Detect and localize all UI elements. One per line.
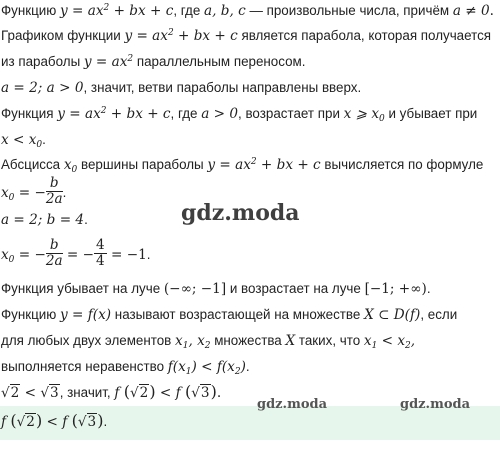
- text-line-3: из параболы $y = ax^2$ параллельным переносом.: [1, 54, 306, 70]
- text-line-11: Функция убывает на луче (−∞; −1] и возрастает на луче [−1; +∞).: [1, 281, 431, 297]
- text-line-13: для любых двух элементов $x_1$, $x_2$ множества X таких, что $x_1 < x_2$,: [1, 333, 416, 351]
- answer-line: f (√2) < f (√3).: [1, 411, 108, 430]
- watermark-small-2: gdz.moda: [400, 397, 471, 412]
- text-line-9: a = 2; b = 4.: [1, 212, 88, 228]
- text-line-12: Функцию y = f(x) называют возрастающей на множестве X ⊂ D(f), если: [1, 307, 458, 323]
- formula-computation: $x_0$ = − $\frac{b}{2a}$ = − $\frac{4}{4}$ = −1.: [1, 237, 151, 269]
- watermark-small-1: gdz.moda: [257, 397, 328, 412]
- text-line-15: √2 < √3, значит, f (√2) < f (√3).: [1, 382, 222, 401]
- watermark-main: gdz.moda: [181, 200, 300, 226]
- text-line-5: Функция $y = ax^2$ + bx + c, где a > 0, возрастает при x ⩾ $x_0$ и убывает при: [1, 106, 478, 124]
- formula-vertex: $x_0$ = − $\frac{b}{2a}$ .: [1, 175, 67, 207]
- text-line-14: выполняется неравенство $f(x_1) < f(x_2)$.: [1, 359, 250, 377]
- text-line-1: Функцию $y = ax^2$ + bx + c, где a, b, c — произвольные числа, причём a ≠ 0.: [1, 3, 494, 19]
- text-line-2: Графиком функции $y = ax^2$ + bx + c является парабола, которая получается: [1, 28, 492, 44]
- text-line-6: $x < x_0$.: [1, 132, 46, 150]
- text-line-7: Абсцисса $x_0$ вершины параболы $y = ax^2$ + bx + c вычисляется по формуле: [1, 157, 484, 175]
- text-line-4: a = 2; a > 0, значит, ветви параболы направлены вверх.: [1, 80, 362, 96]
